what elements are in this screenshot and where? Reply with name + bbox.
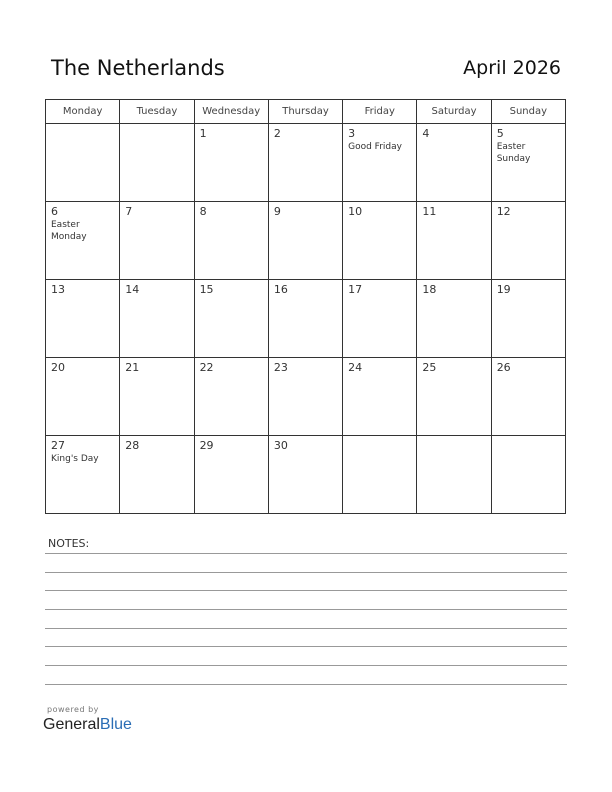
calendar-day-cell [417, 436, 491, 514]
calendar-day-cell[interactable] [268, 202, 342, 280]
weekday-header-row [46, 100, 566, 124]
calendar-day-cell[interactable] [491, 124, 565, 202]
day-number: 8 [199, 205, 207, 218]
day-number: 10 [348, 205, 363, 218]
calendar-week-row [46, 280, 566, 358]
day-number: 13 [51, 283, 65, 296]
weekday-header: Friday [343, 100, 417, 124]
calendar-day-cell[interactable] [417, 358, 491, 436]
calendar-week-row [46, 436, 566, 514]
calendar-day-cell[interactable] [343, 124, 417, 202]
calendar-day-cell [343, 436, 417, 514]
calendar-day-cell[interactable] [343, 202, 417, 280]
calendar-day-cell [46, 124, 120, 202]
weekday-header: Saturday [417, 100, 491, 124]
day-number: 5 [496, 127, 504, 140]
day-number: 4 [422, 127, 430, 140]
note-line [45, 684, 567, 685]
calendar-country-title: The Netherlands [51, 56, 225, 80]
day-number: 11 [422, 205, 437, 218]
holiday-label: Easter Monday [51, 220, 87, 242]
calendar-day-cell[interactable] [120, 358, 194, 436]
weekday-header: Monday [46, 100, 120, 124]
note-line [45, 590, 567, 591]
day-number: 17 [348, 283, 363, 296]
day-number: 12 [496, 205, 511, 218]
weekday-header: Sunday [491, 100, 565, 124]
calendar-week-row [46, 124, 566, 202]
calendar-day-cell[interactable] [343, 280, 417, 358]
day-number: 2 [273, 127, 281, 140]
calendar-day-cell[interactable] [194, 124, 268, 202]
calendar-day-cell[interactable] [268, 124, 342, 202]
calendar-day-cell[interactable] [343, 358, 417, 436]
brand-general: General [43, 716, 100, 733]
calendar-grid [45, 99, 566, 514]
calendar-day-cell[interactable] [417, 202, 491, 280]
calendar-day-cell[interactable] [194, 436, 268, 514]
day-number: 23 [273, 361, 288, 374]
day-number: 16 [273, 283, 288, 296]
note-line [45, 628, 567, 629]
calendar-day-cell[interactable] [120, 202, 194, 280]
note-line [45, 665, 567, 666]
weekday-header: Wednesday [194, 100, 268, 124]
calendar-day-cell[interactable] [46, 436, 120, 514]
calendar-day-cell[interactable] [120, 436, 194, 514]
calendar-day-cell [120, 124, 194, 202]
note-line [45, 553, 567, 554]
day-number: 3 [348, 127, 356, 140]
notes-label: NOTES: [48, 537, 90, 550]
holiday-label: Good Friday [348, 142, 402, 152]
day-number: 24 [348, 361, 363, 374]
day-number: 1 [199, 127, 207, 140]
day-number: 6 [51, 205, 58, 218]
weekday-header: Tuesday [120, 100, 194, 124]
calendar-day-cell[interactable] [268, 280, 342, 358]
calendar-day-cell [491, 436, 565, 514]
day-number: 14 [125, 283, 140, 296]
day-number: 27 [51, 439, 65, 452]
generalblue-logo[interactable] [43, 716, 132, 734]
day-number: 26 [496, 361, 511, 374]
day-number: 7 [125, 205, 133, 218]
calendar-day-cell[interactable] [194, 202, 268, 280]
day-number: 25 [422, 361, 437, 374]
weekday-header: Thursday [268, 100, 342, 124]
day-number: 29 [199, 439, 214, 452]
day-number: 19 [496, 283, 511, 296]
calendar-day-cell[interactable] [417, 280, 491, 358]
calendar-day-cell[interactable] [491, 358, 565, 436]
calendar-day-cell[interactable] [268, 436, 342, 514]
day-number: 18 [422, 283, 437, 296]
calendar-day-cell[interactable] [491, 280, 565, 358]
day-number: 21 [125, 361, 140, 374]
calendar-week-row [46, 202, 566, 280]
calendar-day-cell[interactable] [194, 280, 268, 358]
calendar-day-cell[interactable] [46, 280, 120, 358]
day-number: 22 [199, 361, 214, 374]
calendar-day-cell[interactable] [417, 124, 491, 202]
brand-blue: Blue [99, 716, 132, 733]
holiday-label: King's Day [51, 454, 99, 464]
note-line [45, 572, 567, 573]
calendar-day-cell[interactable] [46, 358, 120, 436]
calendar-body [46, 124, 566, 514]
calendar-day-cell[interactable] [194, 358, 268, 436]
day-number: 9 [273, 205, 281, 218]
day-number: 15 [199, 283, 214, 296]
day-number: 20 [51, 361, 65, 374]
calendar-week-row [46, 358, 566, 436]
calendar-day-cell[interactable] [491, 202, 565, 280]
calendar-day-cell[interactable] [120, 280, 194, 358]
note-line [45, 609, 567, 610]
day-number: 28 [125, 439, 140, 452]
note-line [45, 646, 567, 647]
day-number: 30 [273, 439, 288, 452]
calendar-day-cell[interactable] [268, 358, 342, 436]
calendar-month-title: April 2026 [463, 57, 561, 79]
powered-by-text: powered by [47, 705, 99, 714]
calendar-day-cell[interactable] [46, 202, 120, 280]
holiday-label: Easter Sunday [496, 142, 531, 164]
